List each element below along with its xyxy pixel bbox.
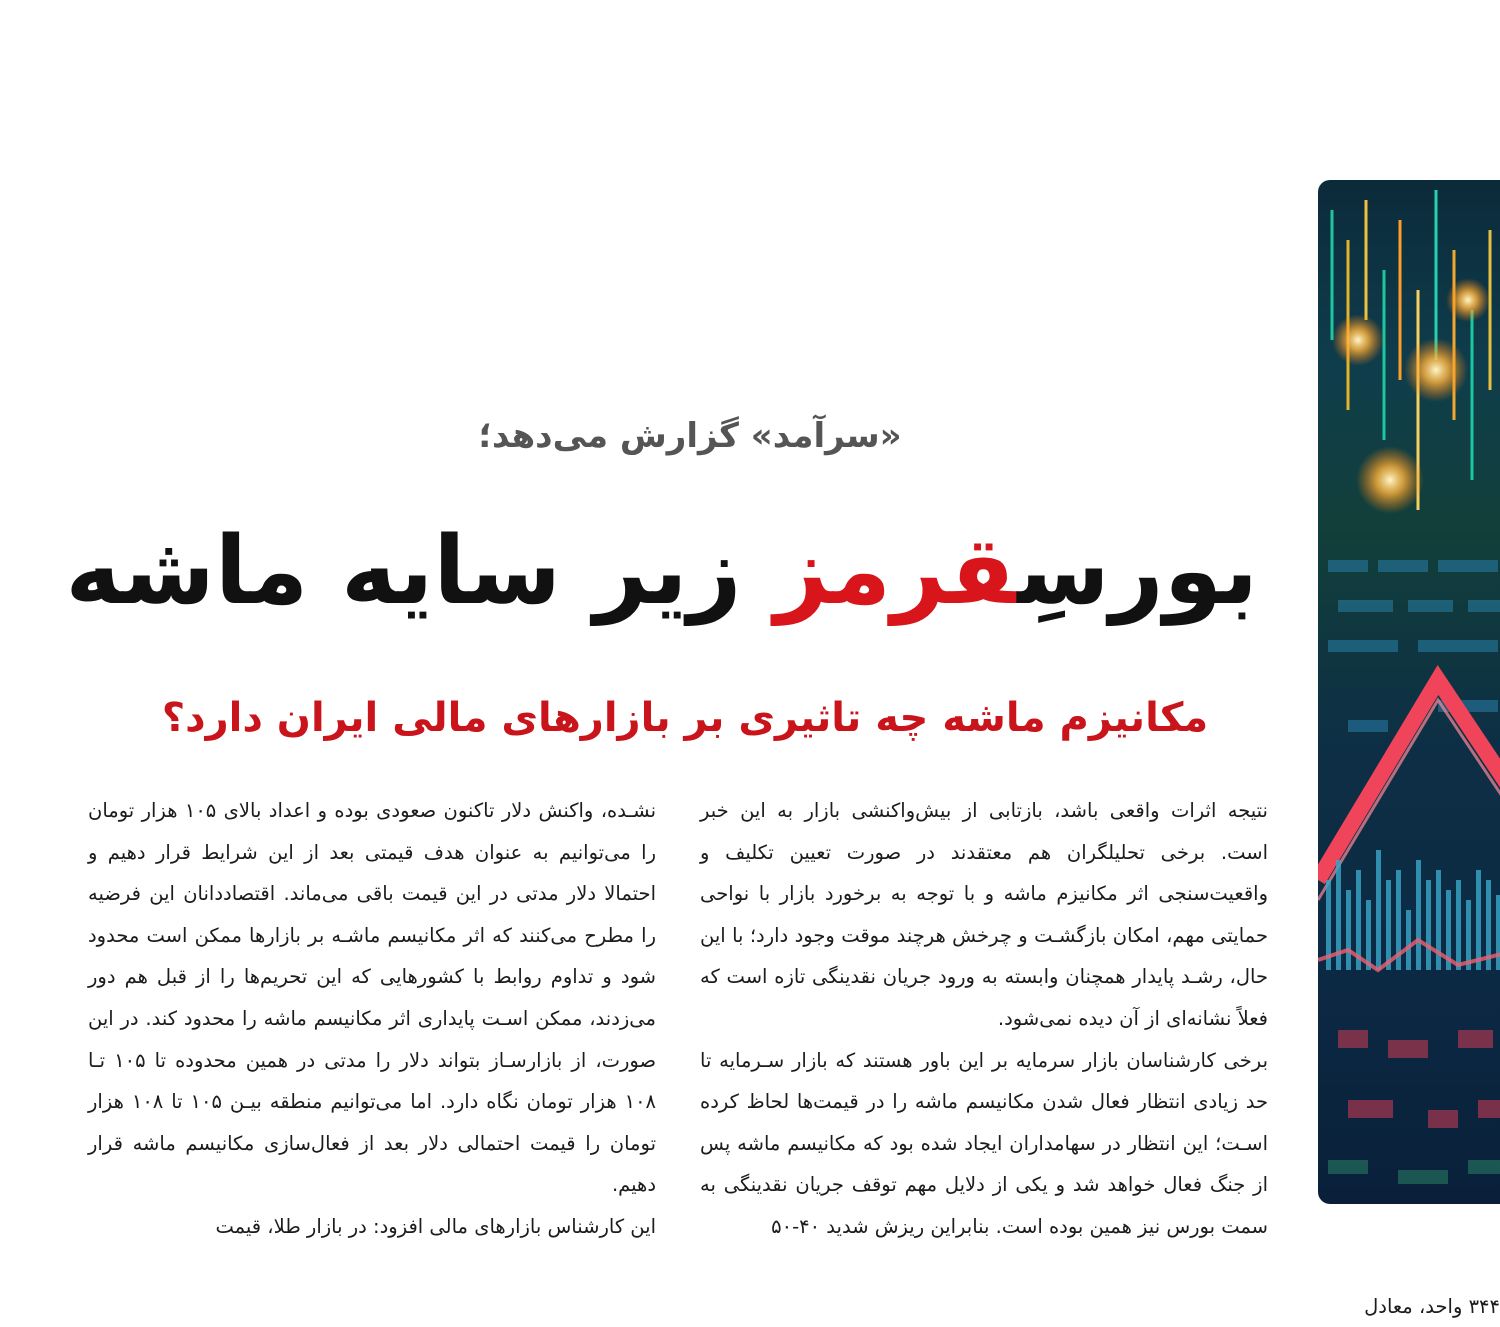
body-column-right	[700, 790, 1268, 1248]
headline-part-2: زیر سایه ماشه	[65, 517, 775, 626]
adjacent-column-fragment: ۳۴۴ واحد، معادل	[1364, 1295, 1500, 1318]
paragraph: برخی کارشناسان بازار سرمایه بر این باور هستند که بازار سـرمایه تا حد زیادی انتظار فعال شدن مکانیسم ماشه را در قیمت‌ها لحاظ کرده اسـت؛ این انتظار در سهامداران ایجاد شده بود که مکانیسم ماشه پس از جنگ فعال خواهد شد و یکی از دلایل مهم توقف جریان نقدینگی به سمت بورس نیز همین بوده است. بنابراین ریزش شدید ۴۰-۵۰	[700, 1048, 1268, 1238]
headline-red-word: قرمز	[774, 517, 1018, 626]
paragraph: نشـده، واکنش دلار تاکنون صعودی بوده و اعداد بالای ۱۰۵ هزار تومان را می‌توانیم به عنوان هدف قیمتی بعد از این شرایط قرار دهیم و احتمالا دلار مدتی در این قیمت باقی می‌ماند. اقتصاددانان این فرضیه را مطرح می‌کنند که اثر مکانیسم ماشـه بر بازارها ممکن است محدود شود و تداوم روابط با کشورهایی که این تحریم‌ها را از قبل هم دور می‌زدند، ممکن اسـت پایداری اثر مکانیسم ماشه را محدود کند. در این صورت، از بازارسـاز بتواند دلار را مدتی در همین محدوده تا ۱۰۵ تـا ۱۰۸ هزار تومان نگاه دارد. اما می‌توانیم منطقه بیـن ۱۰۵ تا ۱۰۸ هزار تومان را قیمت احتمالی دلار بعد از فعال‌سازی مکانیسم ماشه قرار دهیم.	[88, 799, 657, 1197]
article-kicker: «سرآمد» گزارش می‌دهد؛	[478, 416, 902, 456]
stock-market-chart-photo-icon	[1318, 180, 1500, 1204]
article-subheadline: مکانیزم ماشه چه تاثیری بر بازارهای مالی ایران دارد؟	[161, 695, 1209, 741]
stock-market-chart-photo	[1318, 180, 1500, 1204]
article-headline	[65, 502, 1258, 642]
headline-part-1: بورسِ	[1017, 517, 1258, 626]
body-column-left	[88, 790, 656, 1248]
paragraph: نتیجه اثرات واقعی باشد، بازتابی از بیش‌واکنشی بازار به این خبر است. برخی تحلیلگران هم معتقدند در صورت تعیین تکلیف و واقعیت‌سنجی اثر مکانیزم ماشه و با توجه به برخورد بازار با نواحی حمایتی مهم، امکان بازگشـت و چرخش هرچند موقت وجود دارد؛ با این حال، رشـد پایدار همچنان وابسته به ورود جریان نقدینگی تازه است که فعلاً نشانه‌ای از آن دیده نمی‌شود.	[700, 799, 1268, 1030]
paragraph: این کارشناس بازارهای مالی افزود: در بازار طلا، قیمت	[215, 1214, 656, 1238]
